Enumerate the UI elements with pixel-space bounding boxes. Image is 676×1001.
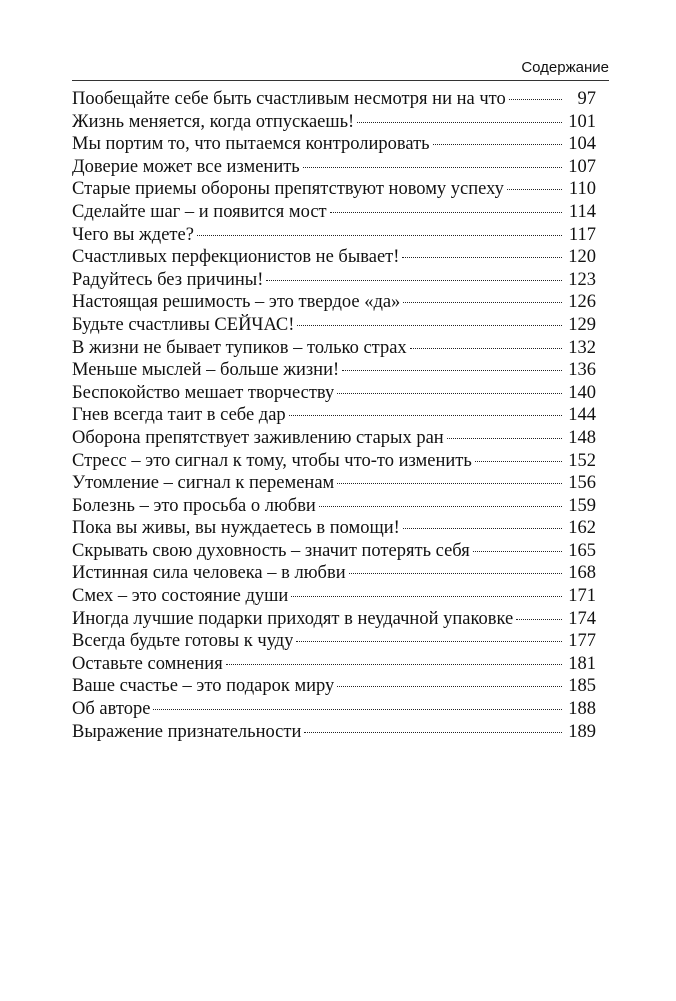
toc-entry-page-number: 148 — [568, 427, 596, 448]
toc-entry-title: Гнев всегда таит в себе дар — [72, 405, 286, 426]
toc-entry-title: Пока вы живы, вы нуждаетесь в помощи! — [72, 518, 400, 539]
toc-entry[interactable] — [72, 675, 596, 698]
toc-entry-title: Оставьте сомнения — [72, 653, 223, 674]
toc-entry[interactable] — [72, 246, 596, 269]
toc-entry-page-number: 181 — [568, 653, 596, 674]
toc-entry[interactable] — [72, 698, 596, 721]
toc-entry-title: Счастливых перфекционистов не бывает! — [72, 247, 400, 268]
toc-entry-page-number: 132 — [568, 337, 596, 358]
toc-entry[interactable] — [72, 201, 596, 224]
toc-entry[interactable] — [72, 382, 596, 405]
toc-entry-title: Оборона препятствует заживлению старых ран — [72, 427, 444, 448]
toc-entry-title: Пообещайте себе быть счастливым несмотря ни на что — [72, 89, 506, 109]
toc-entry-title: Меньше мыслей – больше жизни! — [72, 360, 340, 381]
dot-leader — [296, 641, 562, 642]
dot-leader — [291, 596, 562, 597]
toc-entry-page-number: 159 — [568, 495, 596, 516]
toc-entry-title: Беспокойство мешает творчеству — [72, 382, 335, 403]
dot-leader — [507, 189, 562, 190]
dot-leader — [197, 235, 562, 236]
toc-entry-page-number: 177 — [568, 631, 596, 652]
toc-entry-page-number: 126 — [568, 292, 596, 313]
toc-entry[interactable] — [72, 472, 596, 495]
toc-entry[interactable] — [72, 721, 596, 744]
dot-leader — [473, 551, 562, 552]
toc-entry[interactable] — [72, 450, 596, 473]
toc-entry-title: Ваше счастье – это подарок миру — [72, 676, 335, 697]
toc-entry-title: Смех – это состояние души — [72, 586, 289, 607]
toc-entry-page-number: 168 — [568, 563, 596, 584]
dot-leader — [304, 732, 562, 733]
running-header: Содержание — [521, 59, 609, 76]
toc-entry-page-number: 185 — [568, 676, 596, 697]
toc-entry[interactable] — [72, 314, 596, 337]
toc-entry[interactable] — [72, 427, 596, 450]
toc-entry-page-number: 117 — [568, 224, 596, 245]
toc-entry-title: Мы портим то, что пытаемся контролировать — [72, 134, 430, 155]
dot-leader — [337, 483, 562, 484]
dot-leader — [403, 302, 562, 303]
toc-entry-page-number: 174 — [568, 608, 596, 629]
toc-entry-title: Чего вы ждете? — [72, 224, 194, 245]
toc-entry-page-number: 165 — [568, 540, 596, 561]
toc-entry-page-number: 189 — [568, 721, 596, 742]
toc-entry-title: Старые приемы обороны препятствуют новому успеху — [72, 179, 504, 200]
toc-entry-title: В жизни не бывает тупиков – только страх — [72, 337, 407, 358]
toc-entry-page-number: 123 — [568, 269, 596, 290]
dot-leader — [433, 144, 562, 145]
toc-entry[interactable] — [72, 495, 596, 518]
toc-entry-title: Жизнь меняется, когда отпускаешь! — [72, 111, 355, 132]
header-rule — [72, 80, 609, 81]
dot-leader — [337, 393, 562, 394]
dot-leader — [297, 325, 562, 326]
dot-leader — [403, 528, 562, 529]
dot-leader — [342, 370, 562, 371]
dot-leader — [319, 506, 562, 507]
dot-leader — [475, 461, 562, 462]
dot-leader — [153, 709, 562, 710]
toc-entry[interactable] — [72, 88, 596, 111]
toc-entry-title: Выражение признательности — [72, 721, 302, 742]
toc-entry-page-number: 171 — [568, 586, 596, 607]
toc-entry-title: Стресс – это сигнал к тому, чтобы что-то изменить — [72, 450, 472, 471]
toc-entry[interactable] — [72, 224, 596, 247]
toc-entry[interactable] — [72, 156, 596, 179]
dot-leader — [516, 619, 562, 620]
toc-entry[interactable] — [72, 608, 596, 631]
toc-entry-title: Доверие может все изменить — [72, 156, 300, 177]
toc-entry[interactable] — [72, 111, 596, 134]
toc-entry-title: Истинная сила человека – в любви — [72, 563, 346, 584]
dot-leader — [509, 99, 562, 100]
toc-entry[interactable] — [72, 133, 596, 156]
toc-entry[interactable] — [72, 585, 596, 608]
toc-entry-page-number: 110 — [568, 179, 596, 200]
toc-entry[interactable] — [72, 517, 596, 540]
toc-entry-page-number: 162 — [568, 518, 596, 539]
toc-entry-page-number: 140 — [568, 382, 596, 403]
toc-entry-page-number: 104 — [568, 134, 596, 155]
toc-entry-title: Об авторе — [72, 699, 151, 720]
dot-leader — [303, 167, 562, 168]
toc-entry-page-number: 120 — [568, 247, 596, 268]
toc-entry[interactable] — [72, 337, 596, 360]
toc-entry-page-number: 107 — [568, 156, 596, 177]
toc-entry[interactable] — [72, 540, 596, 563]
toc-entry[interactable] — [72, 291, 596, 314]
toc-entry[interactable] — [72, 653, 596, 676]
toc-entry-page-number: 97 — [577, 89, 596, 109]
toc-entry-page-number: 101 — [568, 111, 596, 132]
toc-entry[interactable] — [72, 178, 596, 201]
toc-entry[interactable] — [72, 562, 596, 585]
dot-leader — [337, 686, 562, 687]
dot-leader — [447, 438, 562, 439]
toc-entry-title: Болезнь – это просьба о любви — [72, 495, 316, 516]
toc-entry-page-number: 156 — [568, 473, 596, 494]
dot-leader — [266, 280, 562, 281]
table-of-contents — [72, 88, 596, 743]
toc-entry-title: Сделайте шаг – и появится мост — [72, 201, 327, 222]
toc-entry-title: Радуйтесь без причины! — [72, 269, 264, 290]
toc-entry-page-number: 152 — [568, 450, 596, 471]
dot-leader — [289, 415, 562, 416]
toc-entry-page-number: 188 — [568, 699, 596, 720]
dot-leader — [357, 122, 562, 123]
toc-entry[interactable] — [72, 404, 596, 427]
dot-leader — [226, 664, 562, 665]
toc-entry-page-number: 129 — [568, 314, 596, 335]
toc-entry[interactable] — [72, 359, 596, 382]
toc-entry-title: Настоящая решимость – это твердое «да» — [72, 292, 401, 313]
toc-entry-title: Иногда лучшие подарки приходят в неудачной упаковке — [72, 608, 514, 629]
dot-leader — [402, 257, 562, 258]
toc-entry-page-number: 136 — [568, 360, 596, 381]
toc-entry-title: Скрывать свою духовность – значит потерять себя — [72, 540, 470, 561]
toc-entry-page-number: 114 — [568, 201, 596, 222]
toc-entry-title: Всегда будьте готовы к чуду — [72, 631, 294, 652]
toc-entry[interactable] — [72, 269, 596, 292]
dot-leader — [349, 573, 562, 574]
toc-entry[interactable] — [72, 630, 596, 653]
toc-entry-title: Утомление – сигнал к переменам — [72, 473, 335, 494]
toc-entry-page-number: 144 — [568, 405, 596, 426]
toc-entry-title: Будьте счастливы СЕЙЧАС! — [72, 314, 295, 335]
dot-leader — [410, 348, 562, 349]
dot-leader — [330, 212, 562, 213]
